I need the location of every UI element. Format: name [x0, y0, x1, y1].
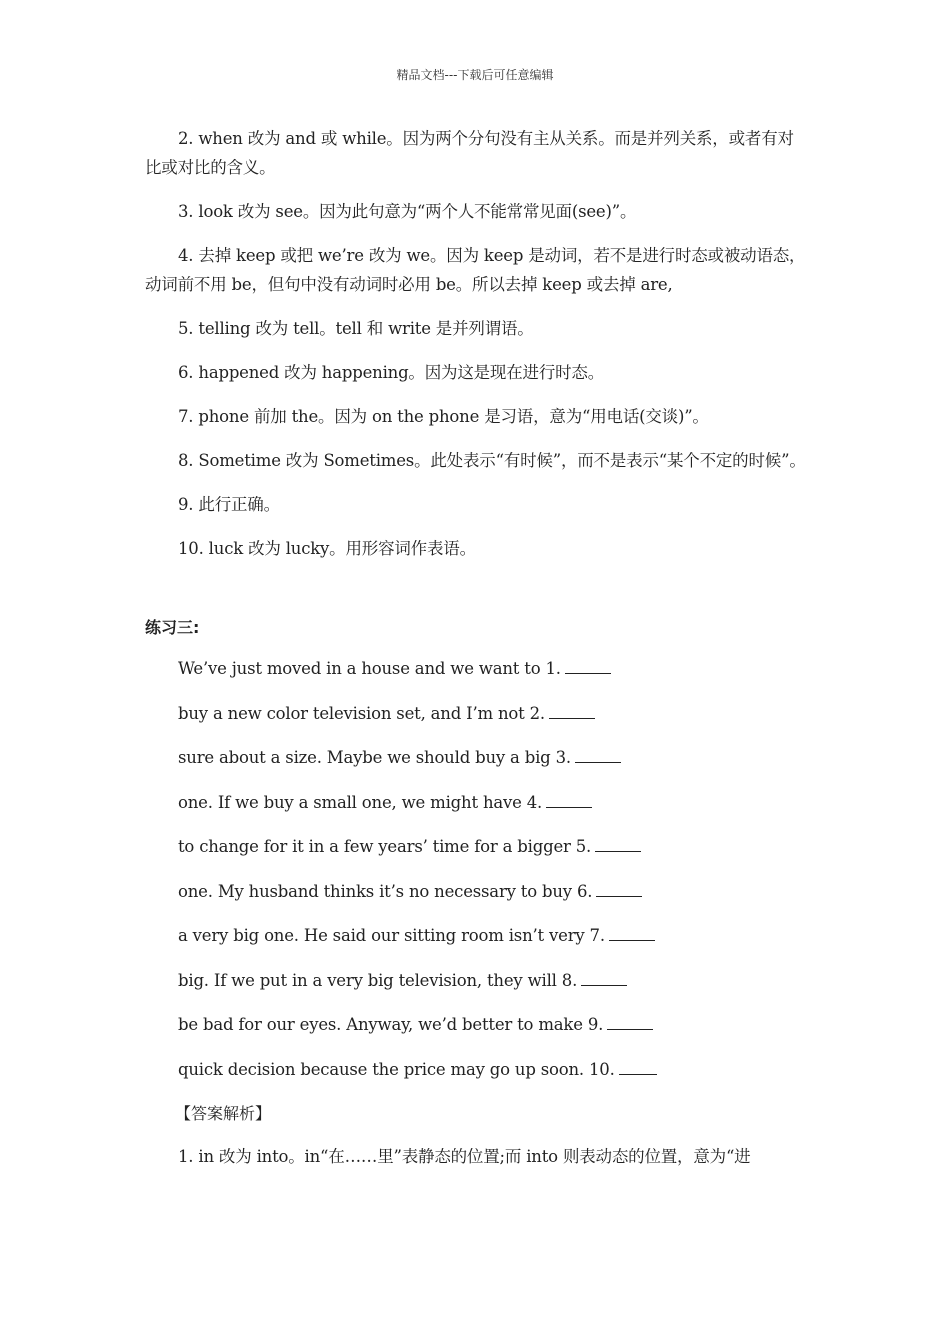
exercise-line: one. My husband thinks it’s no necessary to buy 6. [145, 877, 810, 906]
answer-blank [609, 939, 655, 941]
exercise-line: buy a new color television set, and I’m not 2. [145, 699, 810, 728]
exercise-line: be bad for our eyes. Anyway, we’d better to make 9. [145, 1010, 810, 1039]
answer-blank [581, 984, 627, 986]
answer-item: 10. luck 改为 lucky。用形容词作表语。 [178, 539, 476, 558]
answer-blank [549, 717, 595, 719]
answer-item: 3. look 改为 see。因为此句意为“两个人不能常常见面(see)”。 [178, 202, 637, 221]
answer-blank [565, 672, 611, 674]
answer-item: 5. telling 改为 tell。tell 和 write 是并列谓语。 [178, 319, 534, 338]
answer-blank [595, 850, 641, 852]
answer-item: 6. happened 改为 happening。因为这是现在进行时态。 [178, 363, 605, 382]
page-header: 精品文档---下载后可任意编辑 [396, 68, 554, 82]
exercise-line: sure about a size. Maybe we should buy a big 3. [145, 743, 810, 772]
answer-blank [596, 895, 642, 897]
answer-item: 2. when 改为 and 或 while。因为两个分句没有主从关系。而是并列关系，或者有对比或对比的含义。 [145, 129, 794, 177]
answer-item: 8. Sometime 改为 Sometimes。此处表示“有时候”，而不是表示“某个不定的时候”。 [178, 451, 806, 470]
answer-analysis-title: 【答案解析】 [175, 1104, 272, 1123]
exercise-line: to change for it in a few years’ time for a bigger 5. [145, 832, 810, 861]
answer-blank [546, 806, 592, 808]
answer-blank [619, 1073, 657, 1075]
document-body [145, 124, 810, 1186]
exercise-line: a very big one. He said our sitting room isn’t very 7. [145, 921, 810, 950]
exercise-line: quick decision because the price may go up soon. 10. [145, 1055, 810, 1084]
exercise-line: We’ve just moved in a house and we want to 1. [145, 654, 810, 683]
exercise-line: one. If we buy a small one, we might have 4. [145, 788, 810, 817]
answer-item: 4. 去掉 keep 或把 we’re 改为 we。因为 keep 是动词，若不是进行时态或被动语态，动词前不用 be，但句中没有动词时必用 be。所以去掉 keep 或去掉 are, [145, 246, 806, 294]
exercise-line: big. If we put in a very big television, they will 8. [145, 966, 810, 995]
answer-blank [607, 1028, 653, 1030]
answer-item: 9. 此行正确。 [178, 495, 280, 514]
section-title: 练习三: [145, 618, 200, 637]
answer-blank [575, 761, 621, 763]
answer-item: 1. in 改为 into。in“在……里”表静态的位置;而 into 则表动态的位置，意为“进 [178, 1147, 751, 1166]
answer-item: 7. phone 前加 the。因为 on the phone 是习语，意为“用电话(交谈)”。 [178, 407, 709, 426]
